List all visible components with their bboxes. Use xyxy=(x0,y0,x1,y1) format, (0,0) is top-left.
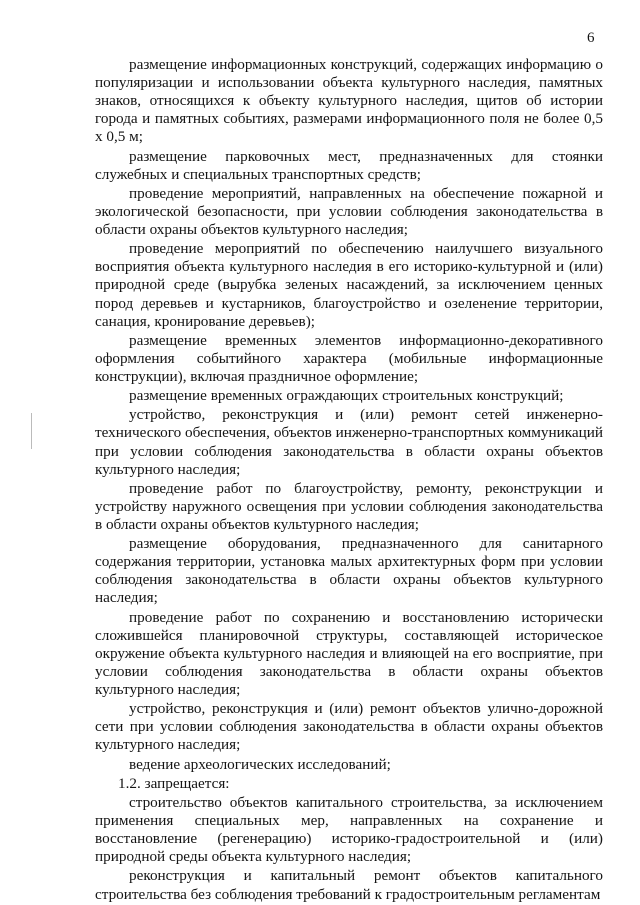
document-body xyxy=(95,56,603,905)
paragraph: устройство, реконструкция и (или) ремонт сетей инженерно-технического обеспечения, объектов инженерно-транспортных коммуникаций при условии соблюдения законодательства в области охраны объектов культурного наследия; xyxy=(95,406,603,478)
paragraph: размещение временных ограждающих строительных конструкций; xyxy=(129,387,564,405)
paragraph: размещение временных элементов информационно-декоративного оформления событийного характера (мобильные информационные конструкции), включая праздничное оформление; xyxy=(95,331,603,385)
paragraph: проведение работ по благоустройству, ремонту, реконструкции и устройству наружного освещения при условии соблюдения законодательства в области охраны объектов культурного наследия; xyxy=(95,479,603,533)
paragraph: строительство объектов капитального строительства, за исключением применения специальных мер, направленных на сохранение и восстановление (регенерацию) историко-градостроительной и (или) природной среды объекта культурного наследия; xyxy=(95,793,603,866)
paragraph: размещение парковочных мест, предназначенных для стоянки служебных и специальных транспортных средств; xyxy=(95,147,603,183)
paragraph: проведение мероприятий, направленных на обеспечение пожарной и экологической безопасности, при условии соблюдения законодательства в области охраны объектов культурного наследия; xyxy=(95,184,603,239)
paragraph: размещение информационных конструкций, содержащих информацию о популяризации и использовании объекта культурного наследия, памятных знаков, относящихся к объекту культурного наследия, щитов об истории города и памятных событиях, размерами информационного поля не более 0,5 х 0,5 м; xyxy=(95,56,603,146)
paragraph: устройство, реконструкция и (или) ремонт объектов улично-дорожной сети при условии соблюдения законодательства в области охраны объектов культурного наследия; xyxy=(95,700,603,754)
paragraph: размещение оборудования, предназначенного для санитарного содержания территории, установка малых архитектурных форм при условии соблюдения законодательства в области охраны объектов культурного наследия; xyxy=(95,535,603,607)
paragraph: ведение археологических исследований; xyxy=(129,755,391,773)
scan-artifact xyxy=(31,413,32,449)
section-heading: 1.2. запрещается: xyxy=(118,774,230,792)
paragraph: проведение мероприятий по обеспечению наилучшего визуального восприятия объекта культурного наследия в его историко-культурной и (или) природной среде (вырубка зеленых насаждений, за исключением ценных пород деревьев и кустарников, благоустройство и озеленение территории, санация, кронирование деревьев); xyxy=(95,240,603,330)
paragraph: реконструкция и капитальный ремонт объектов капитального строительства без соблюдения требований к градостроительным регламентам xyxy=(95,867,603,903)
paragraph: проведение работ по сохранению и восстановлению исторически сложившейся планировочной структуры, составляющей историческое окружение объекта культурного наследия и влияющей на его восприятие, при условии соблюдения законодательства в области охраны объектов культурного наследия; xyxy=(95,608,603,699)
page-number: 6 xyxy=(587,30,595,46)
